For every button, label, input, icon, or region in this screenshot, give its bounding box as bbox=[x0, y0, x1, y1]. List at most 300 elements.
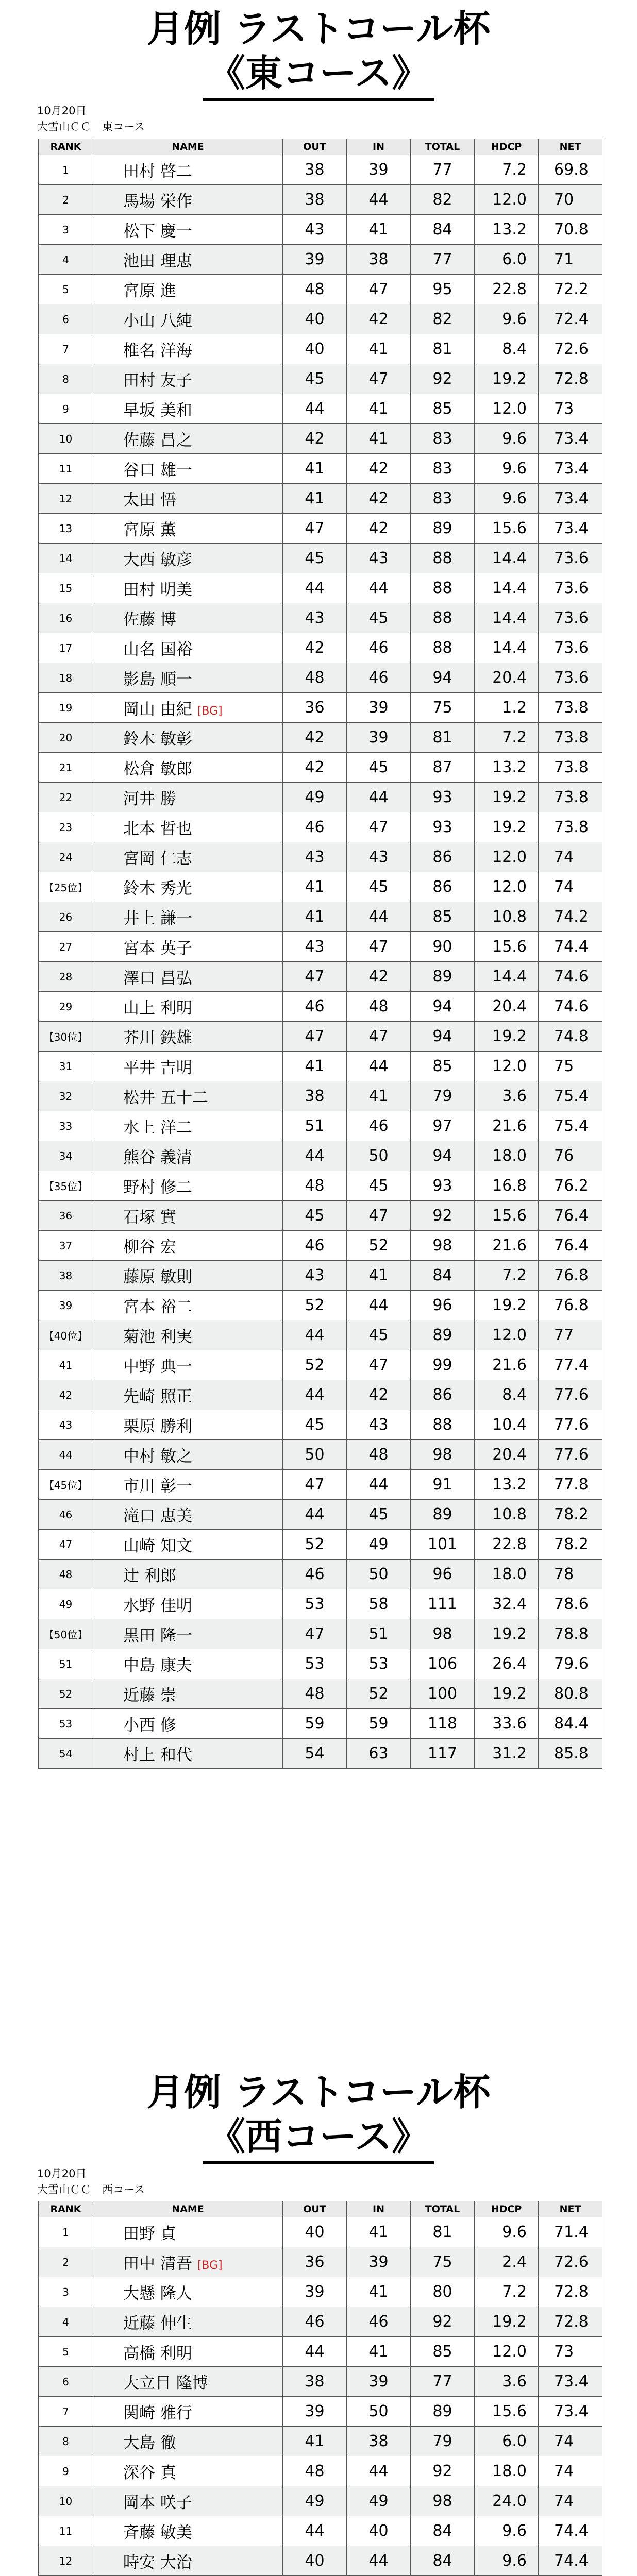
player-name: 鈴木 敏彰 bbox=[123, 730, 192, 749]
west-title: 月例 ラストコール杯 bbox=[146, 2071, 491, 2114]
out-score-cell: 43 bbox=[283, 842, 347, 872]
net-score-cell: 76.2 bbox=[539, 1171, 602, 1201]
out-score-cell: 42 bbox=[283, 633, 347, 663]
total-score-cell: 80 bbox=[411, 2277, 475, 2307]
handicap-cell: 19.2 bbox=[475, 364, 539, 394]
out-score-cell: 38 bbox=[283, 155, 347, 185]
rank-cell: 53 bbox=[39, 1709, 93, 1739]
table-row bbox=[39, 1410, 602, 1440]
player-name-cell bbox=[93, 1739, 283, 1769]
in-score-cell: 40 bbox=[347, 2516, 411, 2546]
rank-cell: 38 bbox=[39, 1261, 93, 1291]
out-score-cell: 48 bbox=[283, 2456, 347, 2486]
net-score-cell: 73.4 bbox=[539, 2397, 602, 2427]
out-score-cell: 48 bbox=[283, 1171, 347, 1201]
rank-cell: 27 bbox=[39, 932, 93, 962]
player-name-cell bbox=[93, 2397, 283, 2427]
column-header-rank: RANK bbox=[39, 2201, 93, 2217]
in-score-cell: 44 bbox=[347, 783, 411, 812]
handicap-cell: 12.0 bbox=[475, 1320, 539, 1350]
player-name: 澤口 昌弘 bbox=[123, 969, 192, 988]
net-score-cell: 78 bbox=[539, 1560, 602, 1589]
player-name-cell bbox=[93, 484, 283, 514]
net-score-cell: 74.4 bbox=[539, 2516, 602, 2546]
handicap-cell: 24.0 bbox=[475, 2486, 539, 2516]
in-score-cell: 41 bbox=[347, 424, 411, 454]
rank-cell: 20 bbox=[39, 723, 93, 753]
total-score-cell: 75 bbox=[411, 693, 475, 723]
rank-cell: 52 bbox=[39, 1679, 93, 1709]
rank-cell: 【30位】 bbox=[39, 1022, 93, 1052]
rank-cell: 6 bbox=[39, 2367, 93, 2397]
out-score-cell: 52 bbox=[283, 1291, 347, 1320]
player-name: 菊池 利実 bbox=[123, 1328, 192, 1346]
west-header-row bbox=[39, 2201, 602, 2217]
net-score-cell: 76.8 bbox=[539, 1291, 602, 1320]
player-name: 熊谷 義清 bbox=[123, 1148, 192, 1167]
rank-cell: 【25位】 bbox=[39, 872, 93, 902]
player-name-cell bbox=[93, 783, 283, 812]
rank-cell: 4 bbox=[39, 245, 93, 275]
player-name-cell bbox=[93, 2217, 283, 2247]
total-score-cell: 101 bbox=[411, 1530, 475, 1560]
total-score-cell: 87 bbox=[411, 753, 475, 783]
total-score-cell: 89 bbox=[411, 2397, 475, 2427]
rank-cell: 1 bbox=[39, 2217, 93, 2247]
out-score-cell: 42 bbox=[283, 424, 347, 454]
rank-cell: 47 bbox=[39, 1530, 93, 1560]
handicap-cell: 21.6 bbox=[475, 1111, 539, 1141]
handicap-cell: 13.2 bbox=[475, 215, 539, 245]
handicap-cell: 1.2 bbox=[475, 693, 539, 723]
player-name-cell bbox=[93, 454, 283, 484]
column-header-name: NAME bbox=[93, 139, 283, 155]
player-name: 井上 謙一 bbox=[123, 909, 192, 928]
table-row bbox=[39, 962, 602, 992]
in-score-cell: 38 bbox=[347, 245, 411, 275]
out-score-cell: 44 bbox=[283, 573, 347, 603]
player-name-cell bbox=[93, 364, 283, 394]
in-score-cell: 41 bbox=[347, 2337, 411, 2367]
in-score-cell: 41 bbox=[347, 1081, 411, 1111]
net-score-cell: 74.6 bbox=[539, 992, 602, 1022]
player-name: 先崎 照正 bbox=[123, 1387, 192, 1406]
player-name-cell bbox=[93, 1500, 283, 1530]
out-score-cell: 47 bbox=[283, 1022, 347, 1052]
out-score-cell: 36 bbox=[283, 693, 347, 723]
table-row bbox=[39, 842, 602, 872]
total-score-cell: 97 bbox=[411, 1111, 475, 1141]
in-score-cell: 41 bbox=[347, 2277, 411, 2307]
total-score-cell: 82 bbox=[411, 304, 475, 334]
handicap-cell: 15.6 bbox=[475, 2397, 539, 2427]
player-name-cell bbox=[93, 544, 283, 573]
total-score-cell: 88 bbox=[411, 603, 475, 633]
net-score-cell: 74.2 bbox=[539, 902, 602, 932]
player-name: 大島 徹 bbox=[123, 2434, 176, 2452]
best-gross-badge: [BG] bbox=[197, 2259, 223, 2272]
total-score-cell: 98 bbox=[411, 1619, 475, 1649]
net-score-cell: 75.4 bbox=[539, 1111, 602, 1141]
player-name-cell bbox=[93, 1022, 283, 1052]
out-score-cell: 39 bbox=[283, 2397, 347, 2427]
rank-cell: 23 bbox=[39, 812, 93, 842]
player-name: 小山 八純 bbox=[123, 312, 192, 330]
out-score-cell: 44 bbox=[283, 394, 347, 424]
in-score-cell: 47 bbox=[347, 1201, 411, 1231]
player-name-cell bbox=[93, 663, 283, 693]
in-score-cell: 47 bbox=[347, 1350, 411, 1380]
handicap-cell: 14.4 bbox=[475, 603, 539, 633]
player-name-cell bbox=[93, 215, 283, 245]
handicap-cell: 18.0 bbox=[475, 1560, 539, 1589]
out-score-cell: 45 bbox=[283, 1410, 347, 1440]
rank-cell: 18 bbox=[39, 663, 93, 693]
rank-cell: 36 bbox=[39, 1201, 93, 1231]
in-score-cell: 59 bbox=[347, 1709, 411, 1739]
net-score-cell: 74 bbox=[539, 2486, 602, 2516]
total-score-cell: 94 bbox=[411, 1141, 475, 1171]
total-score-cell: 86 bbox=[411, 1380, 475, 1410]
net-score-cell: 73.6 bbox=[539, 603, 602, 633]
total-score-cell: 96 bbox=[411, 1560, 475, 1589]
rank-cell: 15 bbox=[39, 573, 93, 603]
net-score-cell: 73.8 bbox=[539, 753, 602, 783]
net-score-cell: 70.8 bbox=[539, 215, 602, 245]
in-score-cell: 45 bbox=[347, 1320, 411, 1350]
table-row bbox=[39, 1380, 602, 1410]
rank-cell: 19 bbox=[39, 693, 93, 723]
handicap-cell: 19.2 bbox=[475, 2307, 539, 2337]
out-score-cell: 38 bbox=[283, 1081, 347, 1111]
rank-cell: 14 bbox=[39, 544, 93, 573]
in-score-cell: 39 bbox=[347, 723, 411, 753]
total-score-cell: 85 bbox=[411, 394, 475, 424]
column-header-out: OUT bbox=[283, 2201, 347, 2217]
rank-cell: 7 bbox=[39, 2397, 93, 2427]
net-score-cell: 77.4 bbox=[539, 1350, 602, 1380]
table-row bbox=[39, 155, 602, 185]
net-score-cell: 73.8 bbox=[539, 723, 602, 753]
handicap-cell: 14.4 bbox=[475, 633, 539, 663]
rank-cell: 9 bbox=[39, 2456, 93, 2486]
total-score-cell: 79 bbox=[411, 2427, 475, 2456]
rank-cell: 21 bbox=[39, 753, 93, 783]
handicap-cell: 2.4 bbox=[475, 2247, 539, 2277]
player-name: 大懸 隆人 bbox=[123, 2284, 192, 2303]
table-row bbox=[39, 304, 602, 334]
player-name-cell bbox=[93, 1560, 283, 1589]
out-score-cell: 39 bbox=[283, 245, 347, 275]
table-row bbox=[39, 693, 602, 723]
player-name-cell bbox=[93, 245, 283, 275]
column-header-hdcp: HDCP bbox=[475, 139, 539, 155]
total-score-cell: 77 bbox=[411, 245, 475, 275]
player-name: 大西 敏彦 bbox=[123, 551, 192, 569]
out-score-cell: 49 bbox=[283, 2486, 347, 2516]
rank-cell: 3 bbox=[39, 215, 93, 245]
player-name: 小西 修 bbox=[123, 1716, 176, 1735]
player-name-cell bbox=[93, 1619, 283, 1649]
rank-cell: 54 bbox=[39, 1739, 93, 1769]
player-name-cell bbox=[93, 2546, 283, 2576]
net-score-cell: 73 bbox=[539, 394, 602, 424]
out-score-cell: 44 bbox=[283, 1320, 347, 1350]
net-score-cell: 73 bbox=[539, 2337, 602, 2367]
total-score-cell: 85 bbox=[411, 902, 475, 932]
out-score-cell: 47 bbox=[283, 962, 347, 992]
net-score-cell: 74.8 bbox=[539, 1022, 602, 1052]
player-name-cell bbox=[93, 424, 283, 454]
out-score-cell: 50 bbox=[283, 1440, 347, 1470]
best-gross-badge: [BG] bbox=[197, 705, 223, 718]
rank-cell: 5 bbox=[39, 275, 93, 304]
handicap-cell: 9.6 bbox=[475, 454, 539, 484]
rank-cell: 12 bbox=[39, 2546, 93, 2576]
in-score-cell: 42 bbox=[347, 514, 411, 544]
player-name: 宮本 裕二 bbox=[123, 1298, 192, 1316]
player-name-cell bbox=[93, 185, 283, 215]
out-score-cell: 41 bbox=[283, 872, 347, 902]
player-name-cell bbox=[93, 1589, 283, 1619]
total-score-cell: 89 bbox=[411, 1320, 475, 1350]
east-header-row bbox=[39, 139, 602, 155]
player-name: 中野 典一 bbox=[123, 1358, 192, 1376]
player-name-cell bbox=[93, 1291, 283, 1320]
table-row bbox=[39, 364, 602, 394]
table-row bbox=[39, 1111, 602, 1141]
total-score-cell: 98 bbox=[411, 1231, 475, 1261]
in-score-cell: 45 bbox=[347, 753, 411, 783]
in-score-cell: 39 bbox=[347, 2367, 411, 2397]
player-name: 藤原 敏則 bbox=[123, 1268, 192, 1286]
out-score-cell: 41 bbox=[283, 454, 347, 484]
net-score-cell: 72.4 bbox=[539, 304, 602, 334]
player-name: 田中 清吾 bbox=[123, 2255, 192, 2273]
total-score-cell: 81 bbox=[411, 334, 475, 364]
player-name-cell bbox=[93, 842, 283, 872]
net-score-cell: 77.8 bbox=[539, 1470, 602, 1500]
rank-cell: 32 bbox=[39, 1081, 93, 1111]
net-score-cell: 77.6 bbox=[539, 1440, 602, 1470]
handicap-cell: 19.2 bbox=[475, 1619, 539, 1649]
player-name-cell bbox=[93, 603, 283, 633]
player-name-cell bbox=[93, 155, 283, 185]
in-score-cell: 53 bbox=[347, 1649, 411, 1679]
player-name-cell bbox=[93, 2486, 283, 2516]
player-name: 松井 五十二 bbox=[123, 1089, 208, 1107]
table-row bbox=[39, 2456, 602, 2486]
out-score-cell: 38 bbox=[283, 185, 347, 215]
net-score-cell: 73.6 bbox=[539, 633, 602, 663]
total-score-cell: 92 bbox=[411, 1201, 475, 1231]
player-name-cell bbox=[93, 2277, 283, 2307]
rank-cell: 39 bbox=[39, 1291, 93, 1320]
player-name-cell bbox=[93, 633, 283, 663]
in-score-cell: 49 bbox=[347, 1530, 411, 1560]
player-name-cell bbox=[93, 514, 283, 544]
table-row bbox=[39, 2397, 602, 2427]
rank-cell: 3 bbox=[39, 2277, 93, 2307]
handicap-cell: 14.4 bbox=[475, 962, 539, 992]
handicap-cell: 19.2 bbox=[475, 812, 539, 842]
handicap-cell: 21.6 bbox=[475, 1231, 539, 1261]
handicap-cell: 6.0 bbox=[475, 2427, 539, 2456]
player-name: 早坂 美和 bbox=[123, 401, 192, 420]
player-name: 馬場 栄作 bbox=[123, 192, 192, 211]
west-date: 10月20日 bbox=[37, 2167, 87, 2180]
column-header-rank: RANK bbox=[39, 139, 93, 155]
west-section bbox=[0, 2071, 637, 2158]
net-score-cell: 73.4 bbox=[539, 2367, 602, 2397]
rank-cell: 17 bbox=[39, 633, 93, 663]
net-score-cell: 69.8 bbox=[539, 155, 602, 185]
total-score-cell: 92 bbox=[411, 2456, 475, 2486]
net-score-cell: 73.6 bbox=[539, 544, 602, 573]
column-header-net: NET bbox=[539, 2201, 602, 2217]
total-score-cell: 88 bbox=[411, 633, 475, 663]
out-score-cell: 40 bbox=[283, 2546, 347, 2576]
total-score-cell: 93 bbox=[411, 1171, 475, 1201]
out-score-cell: 40 bbox=[283, 2217, 347, 2247]
rank-cell: 10 bbox=[39, 2486, 93, 2516]
total-score-cell: 84 bbox=[411, 1261, 475, 1291]
player-name-cell bbox=[93, 2247, 283, 2277]
in-score-cell: 39 bbox=[347, 2247, 411, 2277]
table-row bbox=[39, 1081, 602, 1111]
net-score-cell: 73.4 bbox=[539, 424, 602, 454]
handicap-cell: 9.6 bbox=[475, 2546, 539, 2576]
player-name: 佐藤 昌之 bbox=[123, 431, 192, 450]
table-row bbox=[39, 1440, 602, 1470]
total-score-cell: 81 bbox=[411, 2217, 475, 2247]
out-score-cell: 53 bbox=[283, 1589, 347, 1619]
in-score-cell: 44 bbox=[347, 1052, 411, 1081]
in-score-cell: 47 bbox=[347, 932, 411, 962]
handicap-cell: 19.2 bbox=[475, 1679, 539, 1709]
total-score-cell: 96 bbox=[411, 1291, 475, 1320]
rank-cell: 24 bbox=[39, 842, 93, 872]
rank-cell: 33 bbox=[39, 1111, 93, 1141]
rank-cell: 11 bbox=[39, 454, 93, 484]
out-score-cell: 54 bbox=[283, 1739, 347, 1769]
player-name-cell bbox=[93, 1261, 283, 1291]
handicap-cell: 15.6 bbox=[475, 1201, 539, 1231]
in-score-cell: 49 bbox=[347, 2486, 411, 2516]
player-name: 太田 悟 bbox=[123, 491, 176, 510]
out-score-cell: 59 bbox=[283, 1709, 347, 1739]
player-name: 鈴木 秀光 bbox=[123, 879, 192, 898]
player-name: 池田 理恵 bbox=[123, 252, 192, 270]
player-name: 市川 彰一 bbox=[123, 1477, 192, 1496]
handicap-cell: 3.6 bbox=[475, 1081, 539, 1111]
handicap-cell: 12.0 bbox=[475, 394, 539, 424]
total-score-cell: 95 bbox=[411, 275, 475, 304]
table-row bbox=[39, 902, 602, 932]
out-score-cell: 40 bbox=[283, 334, 347, 364]
player-name: 河井 勝 bbox=[123, 790, 176, 808]
net-score-cell: 76.4 bbox=[539, 1231, 602, 1261]
in-score-cell: 48 bbox=[347, 1440, 411, 1470]
out-score-cell: 41 bbox=[283, 902, 347, 932]
in-score-cell: 41 bbox=[347, 215, 411, 245]
table-row bbox=[39, 245, 602, 275]
table-row bbox=[39, 1052, 602, 1081]
out-score-cell: 52 bbox=[283, 1530, 347, 1560]
player-name-cell bbox=[93, 2337, 283, 2367]
in-score-cell: 50 bbox=[347, 1560, 411, 1589]
table-row bbox=[39, 484, 602, 514]
handicap-cell: 10.4 bbox=[475, 1410, 539, 1440]
in-score-cell: 46 bbox=[347, 663, 411, 693]
table-row bbox=[39, 2247, 602, 2277]
player-name: 中村 敏之 bbox=[123, 1447, 192, 1466]
total-score-cell: 89 bbox=[411, 962, 475, 992]
player-name-cell bbox=[93, 1201, 283, 1231]
column-header-net: NET bbox=[539, 139, 602, 155]
east-date: 10月20日 bbox=[37, 105, 87, 117]
out-score-cell: 44 bbox=[283, 1380, 347, 1410]
total-score-cell: 88 bbox=[411, 544, 475, 573]
rank-cell: 31 bbox=[39, 1052, 93, 1081]
handicap-cell: 9.6 bbox=[475, 484, 539, 514]
player-name: 山上 利明 bbox=[123, 999, 192, 1018]
total-score-cell: 89 bbox=[411, 514, 475, 544]
player-name-cell bbox=[93, 1380, 283, 1410]
table-row bbox=[39, 2217, 602, 2247]
handicap-cell: 20.4 bbox=[475, 663, 539, 693]
out-score-cell: 46 bbox=[283, 1231, 347, 1261]
handicap-cell: 10.8 bbox=[475, 902, 539, 932]
player-name-cell bbox=[93, 1649, 283, 1679]
out-score-cell: 53 bbox=[283, 1649, 347, 1679]
rank-cell: 10 bbox=[39, 424, 93, 454]
handicap-cell: 12.0 bbox=[475, 872, 539, 902]
player-name: 近藤 伸生 bbox=[123, 2314, 192, 2333]
out-score-cell: 45 bbox=[283, 544, 347, 573]
rank-cell: 16 bbox=[39, 603, 93, 633]
total-score-cell: 83 bbox=[411, 454, 475, 484]
player-name: 時安 大治 bbox=[123, 2553, 192, 2572]
player-name: 芥川 鉄雄 bbox=[123, 1029, 192, 1047]
net-score-cell: 74 bbox=[539, 872, 602, 902]
column-header-out: OUT bbox=[283, 139, 347, 155]
player-name-cell bbox=[93, 1709, 283, 1739]
player-name: 辻 利郎 bbox=[123, 1567, 176, 1585]
player-name-cell bbox=[93, 1320, 283, 1350]
player-name: 石塚 實 bbox=[123, 1208, 176, 1227]
handicap-cell: 3.6 bbox=[475, 2367, 539, 2397]
rank-cell: 【35位】 bbox=[39, 1171, 93, 1201]
player-name-cell bbox=[93, 2516, 283, 2546]
out-score-cell: 46 bbox=[283, 1560, 347, 1589]
rank-cell: 8 bbox=[39, 2427, 93, 2456]
table-row bbox=[39, 1261, 602, 1291]
east-section bbox=[0, 7, 637, 95]
rank-cell: 8 bbox=[39, 364, 93, 394]
in-score-cell: 48 bbox=[347, 992, 411, 1022]
net-score-cell: 75 bbox=[539, 1052, 602, 1081]
handicap-cell: 14.4 bbox=[475, 544, 539, 573]
in-score-cell: 45 bbox=[347, 1500, 411, 1530]
out-score-cell: 48 bbox=[283, 275, 347, 304]
player-name-cell bbox=[93, 992, 283, 1022]
in-score-cell: 47 bbox=[347, 364, 411, 394]
table-row bbox=[39, 1470, 602, 1500]
handicap-cell: 15.6 bbox=[475, 514, 539, 544]
net-score-cell: 73.4 bbox=[539, 514, 602, 544]
player-name: 宮岡 仁志 bbox=[123, 850, 192, 868]
